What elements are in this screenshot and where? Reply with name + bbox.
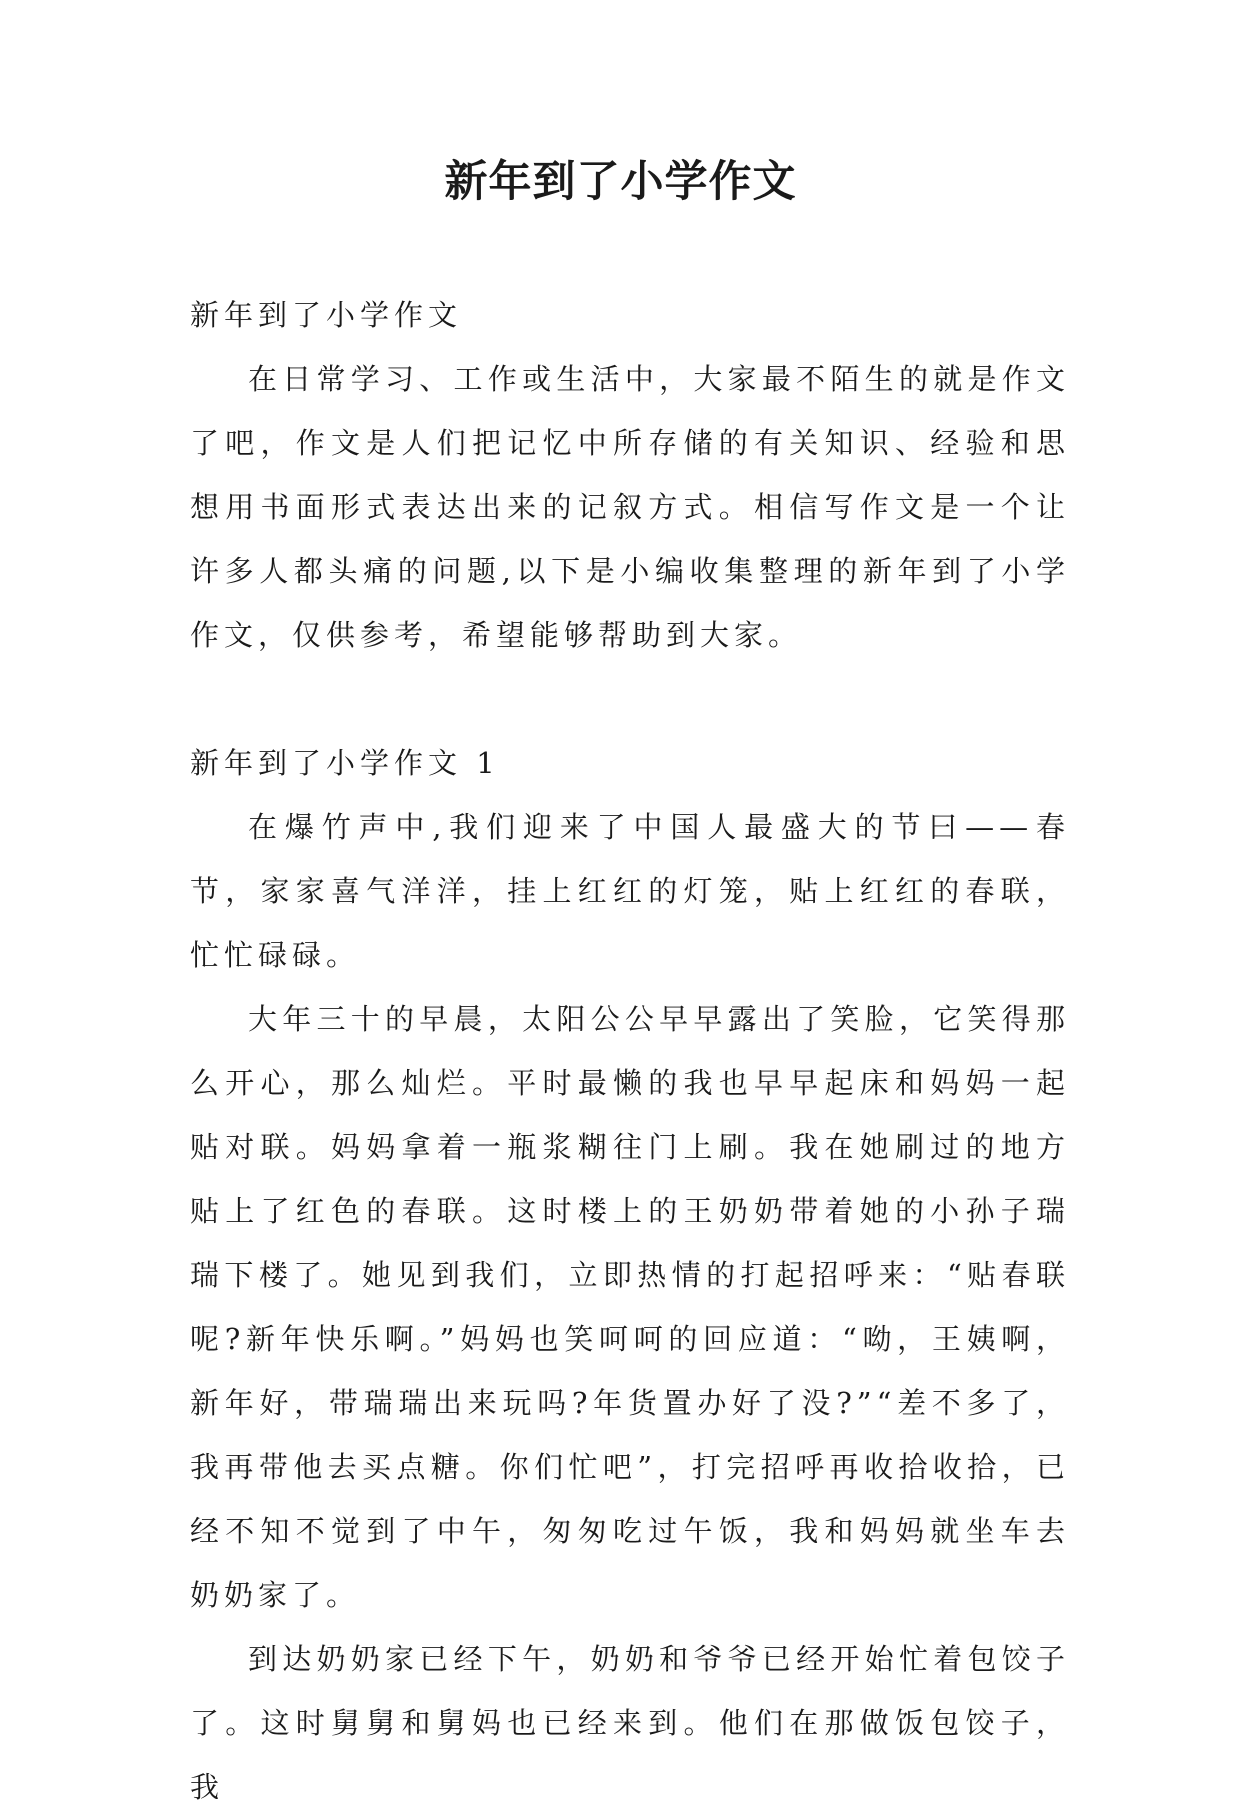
section-gap (190, 667, 1070, 731)
document-body (190, 283, 1070, 1819)
essay-heading: 新年到了小学作文 1 (190, 746, 500, 780)
intro-heading: 新年到了小学作文 (190, 298, 463, 332)
document-title: 新年到了小学作文 (444, 157, 797, 207)
essay-paragraph: 在爆竹声中,我们迎来了中国人最盛大的节曰——春节，家家喜气洋洋，挂上红红的灯笼，贴上红红的春联，忙忙碌碌。 (190, 810, 1070, 972)
essay-paragraph: 到达奶奶家已经下午，奶奶和爷爷已经开始忙着包饺子了。这时舅舅和舅妈也已经来到。他们在那做饭包饺子，我 (190, 1642, 1070, 1804)
intro-paragraph: 在日常学习、工作或生活中，大家最不陌生的就是作文了吧，作文是人们把记忆中所存储的有关知识、经验和思想用书面形式表达出来的记叙方式。相信写作文是一个让许多人都头痛的问题,以下是小编收集整理的新年到了小学作文，仅供参考，希望能够帮助到大家。 (190, 362, 1070, 652)
essay-paragraph: 大年三十的早晨，太阳公公早早露出了笑脸，它笑得那么开心，那么灿烂。平时最懒的我也早早起床和妈妈一起贴对联。妈妈拿着一瓶浆糊往门上刷。我在她刷过的地方贴上了红色的春联。这时楼上的王奶奶带着她的小孙子瑞瑞下楼了。她见到我们，立即热情的打起招呼来：“贴春联呢?新年快乐啊。”妈妈也笑呵呵的回应道：“呦，王姨啊，新年好，带瑞瑞出来玩吗?年货置办好了没?”“差不多了，我再带他去买点糖。你们忙吧”，打完招呼再收拾收拾，已经不知不觉到了中午，匆匆吃过午饭，我和妈妈就坐车去奶奶家了。 (190, 1002, 1070, 1612)
